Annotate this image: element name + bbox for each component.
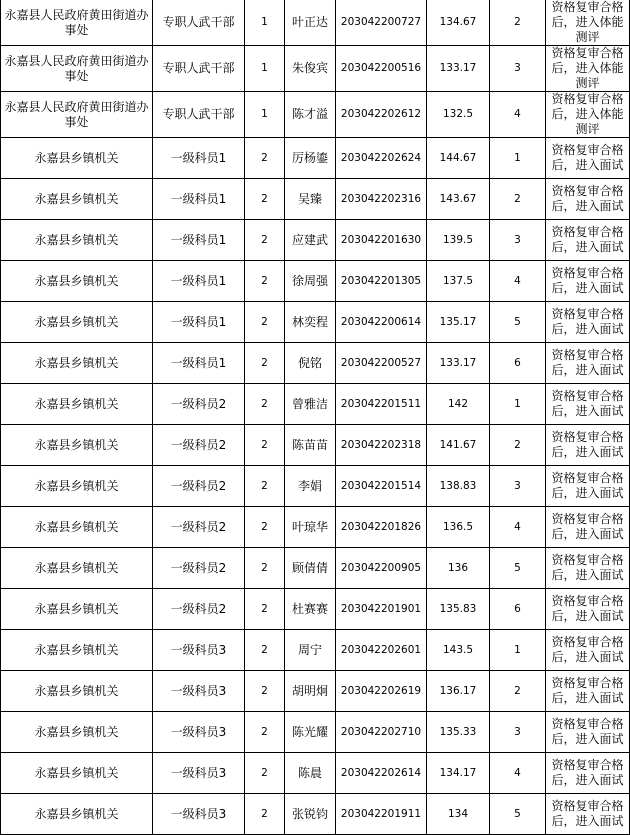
hiring-count-cell: 2 xyxy=(245,507,285,548)
exam-id-cell: 203042201511 xyxy=(336,384,427,425)
candidate-name-cell: 朱俊宾 xyxy=(285,46,336,92)
hiring-count-cell: 2 xyxy=(245,753,285,794)
status-cell: 资格复审合格后，进入面试 xyxy=(546,261,630,302)
table-row xyxy=(1,466,630,507)
exam-id-cell: 203042202619 xyxy=(336,671,427,712)
score-cell: 136.5 xyxy=(427,507,490,548)
hiring-count-cell: 2 xyxy=(245,466,285,507)
candidate-name-cell: 叶琼华 xyxy=(285,507,336,548)
department-cell: 永嘉县乡镇机关 xyxy=(1,712,153,753)
rank-cell: 3 xyxy=(490,220,546,261)
exam-id-cell: 203042200527 xyxy=(336,343,427,384)
candidate-name-cell: 顾倩倩 xyxy=(285,548,336,589)
exam-id-cell: 203042202614 xyxy=(336,753,427,794)
position-cell: 专职人武干部 xyxy=(153,92,245,138)
department-cell: 永嘉县乡镇机关 xyxy=(1,630,153,671)
candidate-name-cell: 倪铭 xyxy=(285,343,336,384)
rank-cell: 2 xyxy=(490,179,546,220)
score-cell: 138.83 xyxy=(427,466,490,507)
department-cell: 永嘉县乡镇机关 xyxy=(1,589,153,630)
rank-cell: 3 xyxy=(490,712,546,753)
candidate-name-cell: 李娟 xyxy=(285,466,336,507)
position-cell: 一级科员2 xyxy=(153,425,245,466)
exam-id-cell: 203042200727 xyxy=(336,0,427,46)
score-cell: 137.5 xyxy=(427,261,490,302)
status-cell: 资格复审合格后，进入面试 xyxy=(546,630,630,671)
position-cell: 一级科员2 xyxy=(153,384,245,425)
rank-cell: 2 xyxy=(490,0,546,46)
position-cell: 一级科员3 xyxy=(153,630,245,671)
exam-id-cell: 203042200516 xyxy=(336,46,427,92)
status-cell: 资格复审合格后，进入面试 xyxy=(546,425,630,466)
candidate-name-cell: 曾雅洁 xyxy=(285,384,336,425)
score-cell: 133.17 xyxy=(427,343,490,384)
status-cell: 资格复审合格后，进入面试 xyxy=(546,466,630,507)
score-cell: 144.67 xyxy=(427,138,490,179)
department-cell: 永嘉县乡镇机关 xyxy=(1,753,153,794)
hiring-count-cell: 2 xyxy=(245,261,285,302)
position-cell: 专职人武干部 xyxy=(153,46,245,92)
score-cell: 134 xyxy=(427,794,490,835)
candidate-name-cell: 林奕程 xyxy=(285,302,336,343)
rank-cell: 4 xyxy=(490,507,546,548)
table-row xyxy=(1,0,630,46)
rank-cell: 5 xyxy=(490,548,546,589)
candidate-name-cell: 徐周强 xyxy=(285,261,336,302)
rank-cell: 5 xyxy=(490,794,546,835)
department-cell: 永嘉县乡镇机关 xyxy=(1,261,153,302)
candidate-name-cell: 陈晨 xyxy=(285,753,336,794)
status-cell: 资格复审合格后，进入面试 xyxy=(546,712,630,753)
department-cell: 永嘉县人民政府黄田街道办事处 xyxy=(1,0,153,46)
table-row xyxy=(1,548,630,589)
table-row xyxy=(1,179,630,220)
rank-cell: 1 xyxy=(490,384,546,425)
status-cell: 资格复审合格后，进入面试 xyxy=(546,302,630,343)
hiring-count-cell: 2 xyxy=(245,384,285,425)
rank-cell: 6 xyxy=(490,343,546,384)
candidate-name-cell: 张锐钧 xyxy=(285,794,336,835)
position-cell: 专职人武干部 xyxy=(153,0,245,46)
exam-id-cell: 203042201514 xyxy=(336,466,427,507)
score-cell: 143.5 xyxy=(427,630,490,671)
status-cell: 资格复审合格后，进入面试 xyxy=(546,343,630,384)
hiring-count-cell: 2 xyxy=(245,794,285,835)
status-cell: 资格复审合格后，进入面试 xyxy=(546,220,630,261)
department-cell: 永嘉县人民政府黄田街道办事处 xyxy=(1,46,153,92)
rank-cell: 4 xyxy=(490,753,546,794)
exam-id-cell: 203042201901 xyxy=(336,589,427,630)
position-cell: 一级科员1 xyxy=(153,220,245,261)
table-row xyxy=(1,220,630,261)
exam-id-cell: 203042201630 xyxy=(336,220,427,261)
exam-id-cell: 203042200614 xyxy=(336,302,427,343)
status-cell: 资格复审合格后，进入面试 xyxy=(546,179,630,220)
department-cell: 永嘉县乡镇机关 xyxy=(1,343,153,384)
table-row xyxy=(1,92,630,138)
status-cell: 资格复审合格后，进入面试 xyxy=(546,507,630,548)
position-cell: 一级科员3 xyxy=(153,753,245,794)
candidate-name-cell: 陈光耀 xyxy=(285,712,336,753)
rank-cell: 4 xyxy=(490,261,546,302)
department-cell: 永嘉县乡镇机关 xyxy=(1,179,153,220)
table-row xyxy=(1,589,630,630)
rank-cell: 3 xyxy=(490,46,546,92)
rank-cell: 4 xyxy=(490,92,546,138)
position-cell: 一级科员1 xyxy=(153,302,245,343)
score-cell: 142 xyxy=(427,384,490,425)
department-cell: 永嘉县乡镇机关 xyxy=(1,507,153,548)
score-cell: 135.83 xyxy=(427,589,490,630)
status-cell: 资格复审合格后，进入体能测评 xyxy=(546,92,630,138)
exam-id-cell: 203042201305 xyxy=(336,261,427,302)
status-cell: 资格复审合格后，进入面试 xyxy=(546,548,630,589)
position-cell: 一级科员1 xyxy=(153,179,245,220)
score-cell: 136.17 xyxy=(427,671,490,712)
table-body xyxy=(1,0,630,835)
exam-id-cell: 203042201911 xyxy=(336,794,427,835)
rank-cell: 2 xyxy=(490,425,546,466)
status-cell: 资格复审合格后，进入面试 xyxy=(546,753,630,794)
candidate-name-cell: 叶正达 xyxy=(285,0,336,46)
table-row xyxy=(1,507,630,548)
department-cell: 永嘉县乡镇机关 xyxy=(1,220,153,261)
rank-cell: 6 xyxy=(490,589,546,630)
candidate-name-cell: 厉杨鎏 xyxy=(285,138,336,179)
position-cell: 一级科员2 xyxy=(153,507,245,548)
status-cell: 资格复审合格后，进入体能测评 xyxy=(546,0,630,46)
status-cell: 资格复审合格后，进入面试 xyxy=(546,384,630,425)
candidate-name-cell: 杜赛赛 xyxy=(285,589,336,630)
rank-cell: 3 xyxy=(490,466,546,507)
exam-id-cell: 203042202710 xyxy=(336,712,427,753)
candidate-name-cell: 吴臻 xyxy=(285,179,336,220)
department-cell: 永嘉县乡镇机关 xyxy=(1,384,153,425)
position-cell: 一级科员2 xyxy=(153,589,245,630)
position-cell: 一级科员3 xyxy=(153,671,245,712)
score-cell: 134.17 xyxy=(427,753,490,794)
score-cell: 135.33 xyxy=(427,712,490,753)
hiring-count-cell: 1 xyxy=(245,46,285,92)
score-cell: 141.67 xyxy=(427,425,490,466)
exam-id-cell: 203042200905 xyxy=(336,548,427,589)
table-row xyxy=(1,138,630,179)
department-cell: 永嘉县人民政府黄田街道办事处 xyxy=(1,92,153,138)
exam-id-cell: 203042202316 xyxy=(336,179,427,220)
hiring-count-cell: 2 xyxy=(245,589,285,630)
table-row xyxy=(1,671,630,712)
score-cell: 143.67 xyxy=(427,179,490,220)
candidate-name-cell: 陈才溢 xyxy=(285,92,336,138)
position-cell: 一级科员1 xyxy=(153,138,245,179)
position-cell: 一级科员3 xyxy=(153,794,245,835)
exam-id-cell: 203042202624 xyxy=(336,138,427,179)
hiring-count-cell: 2 xyxy=(245,138,285,179)
hiring-count-cell: 2 xyxy=(245,671,285,712)
department-cell: 永嘉县乡镇机关 xyxy=(1,302,153,343)
position-cell: 一级科员2 xyxy=(153,548,245,589)
table-row xyxy=(1,425,630,466)
exam-id-cell: 203042202601 xyxy=(336,630,427,671)
score-cell: 136 xyxy=(427,548,490,589)
position-cell: 一级科员3 xyxy=(153,712,245,753)
hiring-count-cell: 2 xyxy=(245,548,285,589)
hiring-count-cell: 2 xyxy=(245,302,285,343)
score-cell: 133.17 xyxy=(427,46,490,92)
table-row xyxy=(1,46,630,92)
position-cell: 一级科员1 xyxy=(153,343,245,384)
position-cell: 一级科员1 xyxy=(153,261,245,302)
hiring-count-cell: 2 xyxy=(245,712,285,753)
score-cell: 132.5 xyxy=(427,92,490,138)
status-cell: 资格复审合格后，进入面试 xyxy=(546,138,630,179)
score-cell: 134.67 xyxy=(427,0,490,46)
table-row xyxy=(1,712,630,753)
rank-cell: 1 xyxy=(490,138,546,179)
hiring-count-cell: 2 xyxy=(245,425,285,466)
rank-cell: 2 xyxy=(490,671,546,712)
table-row xyxy=(1,384,630,425)
candidate-name-cell: 应建武 xyxy=(285,220,336,261)
rank-cell: 5 xyxy=(490,302,546,343)
status-cell: 资格复审合格后，进入面试 xyxy=(546,589,630,630)
department-cell: 永嘉县乡镇机关 xyxy=(1,548,153,589)
rank-cell: 1 xyxy=(490,630,546,671)
table-row xyxy=(1,302,630,343)
department-cell: 永嘉县乡镇机关 xyxy=(1,138,153,179)
department-cell: 永嘉县乡镇机关 xyxy=(1,794,153,835)
candidate-name-cell: 陈苗苗 xyxy=(285,425,336,466)
exam-id-cell: 203042201826 xyxy=(336,507,427,548)
score-cell: 139.5 xyxy=(427,220,490,261)
position-cell: 一级科员2 xyxy=(153,466,245,507)
exam-id-cell: 203042202612 xyxy=(336,92,427,138)
hiring-count-cell: 2 xyxy=(245,343,285,384)
table-row xyxy=(1,630,630,671)
hiring-count-cell: 1 xyxy=(245,0,285,46)
hiring-count-cell: 2 xyxy=(245,179,285,220)
table-row xyxy=(1,343,630,384)
hiring-count-cell: 1 xyxy=(245,92,285,138)
table-row xyxy=(1,794,630,835)
department-cell: 永嘉县乡镇机关 xyxy=(1,466,153,507)
table-row xyxy=(1,753,630,794)
exam-id-cell: 203042202318 xyxy=(336,425,427,466)
candidate-name-cell: 周宁 xyxy=(285,630,336,671)
status-cell: 资格复审合格后，进入面试 xyxy=(546,671,630,712)
score-cell: 135.17 xyxy=(427,302,490,343)
table-row xyxy=(1,261,630,302)
status-cell: 资格复审合格后，进入体能测评 xyxy=(546,46,630,92)
candidate-name-cell: 胡明炯 xyxy=(285,671,336,712)
status-cell: 资格复审合格后，进入面试 xyxy=(546,794,630,835)
department-cell: 永嘉县乡镇机关 xyxy=(1,425,153,466)
hiring-count-cell: 2 xyxy=(245,220,285,261)
department-cell: 永嘉县乡镇机关 xyxy=(1,671,153,712)
hiring-count-cell: 2 xyxy=(245,630,285,671)
